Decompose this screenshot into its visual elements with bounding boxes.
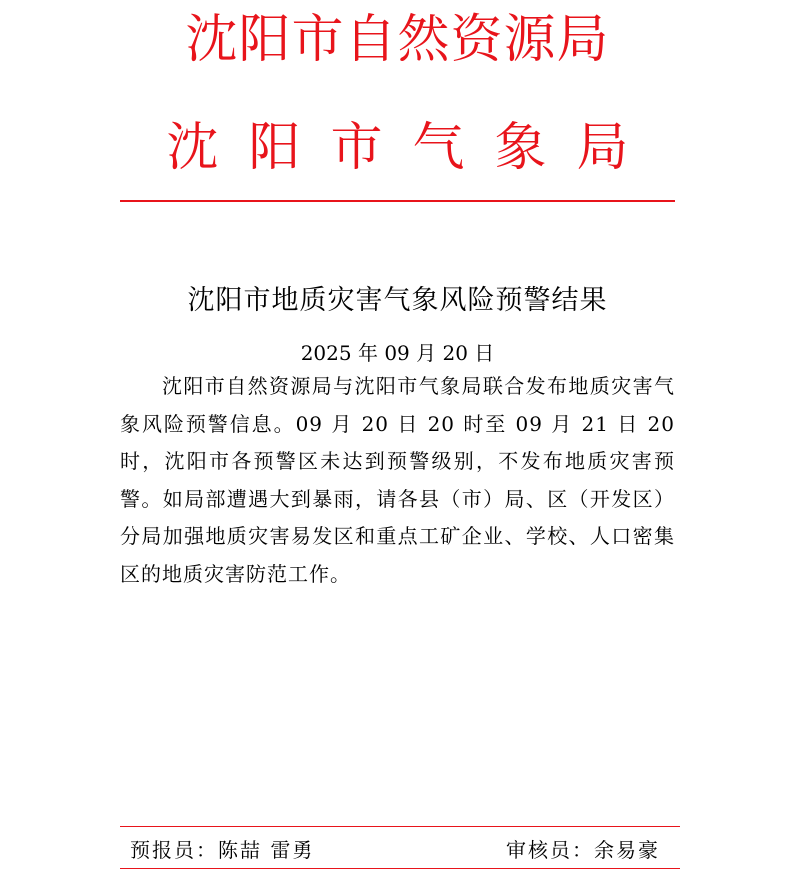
document-date: 2025 年 09 月 20 日 (300, 341, 495, 365)
reviewer-label: 审核员：余易豪 (506, 838, 660, 862)
footer-bottom-divider (120, 868, 680, 869)
masthead-meteorological-bureau: 沈阳市气象局 (166, 118, 659, 178)
document-title: 沈阳市地质灾害气象风险预警结果 (187, 285, 608, 316)
footer-signatures (130, 834, 660, 864)
forecaster-label: 预报员：陈喆 雷勇 (130, 838, 315, 862)
masthead-natural-resources-bureau: 沈阳市自然资源局 (185, 10, 610, 70)
body-paragraph: 沈阳市自然资源局与沈阳市气象局联合发布地质灾害气象风险预警信息。09 月 20 日 20 时至 09 月 21 日 20 时，沈阳市各预警区未达到预警级别，不发布地质灾害预警。如局部遭遇大到暴雨，请各县（市）局、区（开发区）分局加强地质灾害易发区和重点工矿企业、学校、人口密集区的地质灾害防范工作。 (120, 374, 675, 586)
masthead-divider (120, 200, 675, 202)
footer-top-divider (120, 826, 680, 827)
